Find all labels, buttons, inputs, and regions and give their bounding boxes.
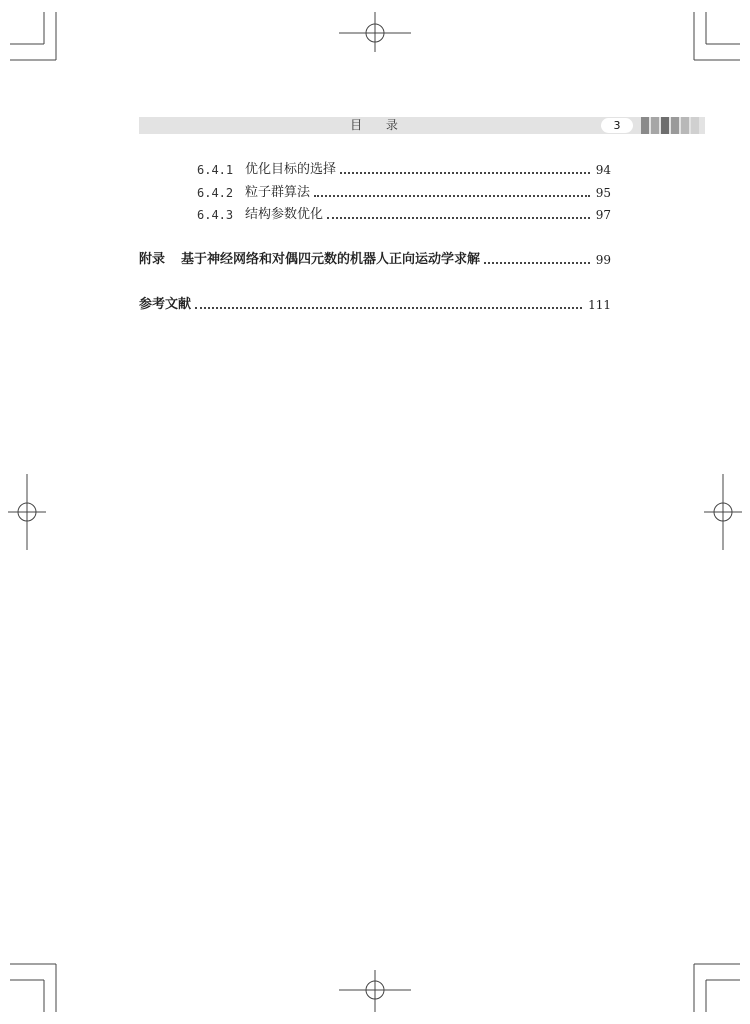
header-title: 目 录 (350, 118, 408, 132)
toc-entry-number: 6.4.3 (197, 208, 234, 222)
references-title: 参考文献 (139, 297, 192, 312)
leader-dots (340, 160, 590, 180)
references-page: 111 (588, 298, 611, 312)
leader-dots (327, 205, 590, 225)
leader-dots (195, 295, 582, 315)
toc-entry-number: 6.4.1 (197, 163, 234, 177)
header-stripe (681, 117, 689, 134)
appendix-page: 99 (595, 253, 611, 267)
toc-entry-page: 95 (595, 186, 611, 200)
toc-appendix-entry (139, 250, 611, 270)
toc-entry-number: 6.4.2 (197, 186, 234, 200)
toc-entry (197, 160, 611, 180)
toc-entry-title: 优化目标的选择 (245, 162, 337, 177)
toc-entry-page: 97 (595, 208, 611, 222)
header-stripe (661, 117, 669, 134)
toc-entry-page: 94 (595, 163, 611, 177)
toc-entry-title: 粒子群算法 (245, 185, 311, 200)
header-stripes (641, 117, 701, 134)
appendix-label: 附录 (139, 252, 166, 267)
leader-dots (314, 183, 590, 203)
leader-dots (484, 250, 590, 270)
registration-target-right (704, 474, 742, 550)
registration-target-bottom (339, 970, 411, 1012)
registration-target-left (8, 474, 46, 550)
header-stripe (691, 117, 699, 134)
toc-references-entry (139, 295, 611, 315)
toc-entry-title: 结构参数优化 (245, 207, 324, 222)
page-number: 3 (601, 118, 633, 133)
appendix-title: 基于神经网络和对偶四元数的机器人正向运动学求解 (181, 252, 481, 267)
header-stripe (641, 117, 649, 134)
toc-entry (197, 205, 611, 225)
header-stripe (671, 117, 679, 134)
header-stripe (651, 117, 659, 134)
running-header (139, 117, 705, 134)
toc-entry (197, 183, 611, 203)
registration-target-top (339, 12, 411, 52)
